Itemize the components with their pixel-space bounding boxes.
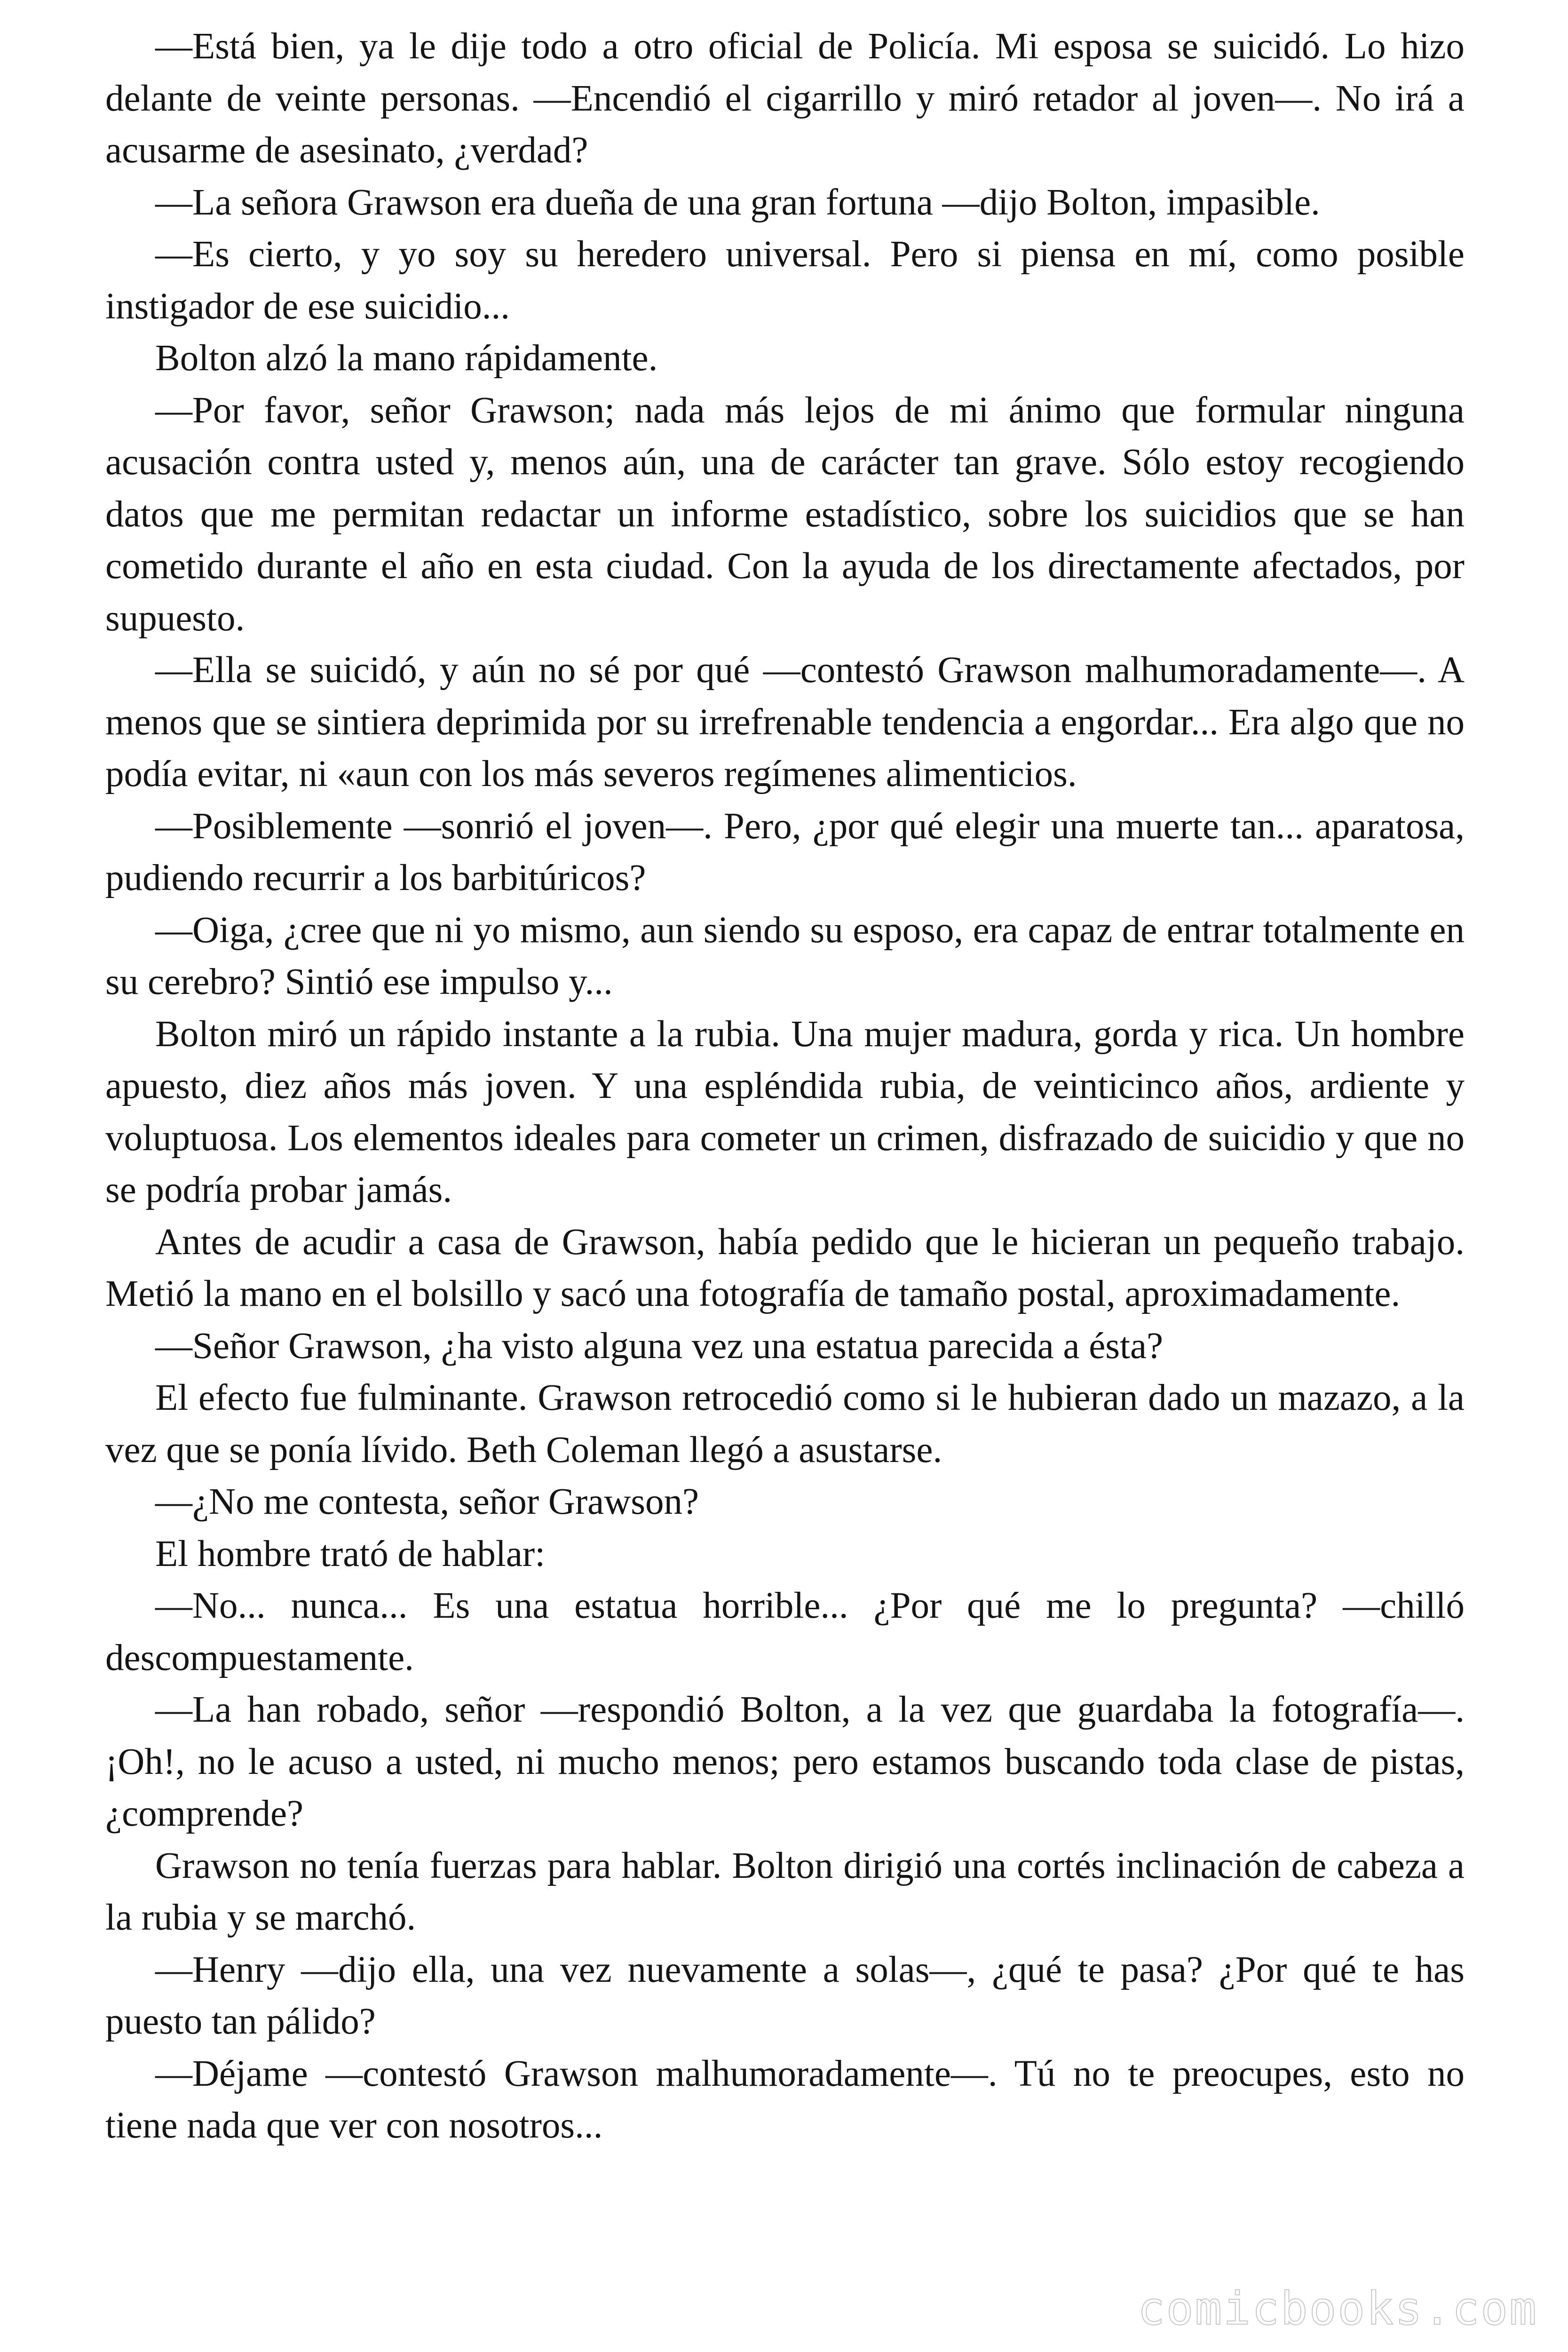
paragraph: El hombre trató de hablar:	[155, 1533, 546, 1574]
paragraph: —Es cierto, y yo soy su heredero universal. Pero si piensa en mí, como posible instigador de ese suicidio...	[105, 234, 1465, 327]
paragraph: —¿No me contesta, señor Grawson?	[155, 1481, 699, 1522]
paragraph: Grawson no tenía fuerzas para hablar. Bolton dirigió una cortés inclinación de cabeza a la rubia y se marchó.	[105, 1845, 1465, 1938]
paragraph: —La señora Grawson era dueña de una gran fortuna —dijo Bolton, impasible.	[155, 182, 1320, 223]
paragraph: —Oiga, ¿cree que ni yo mismo, aun siendo su esposo, era capaz de entrar totalmente en su cerebro? Sintió ese impulso y...	[105, 909, 1465, 1002]
paragraph: —Por favor, señor Grawson; nada más lejos de mi ánimo que formular ninguna acusación contra usted y, menos aún, una de carácter tan grave. Sólo estoy recogiendo datos que me permitan redactar un informe estadístico, sobre los suicidios que se han cometido durante el año en esta ciudad. Con la ayuda de los directamente afectados, por supuesto.	[105, 389, 1465, 639]
paragraph: —Ella se suicidó, y aún no sé por qué —contestó Grawson malhumoradamente—. A menos que se sintiera deprimida por su irrefrenable tendencia a engordar... Era algo que no podía evitar, ni «aun con los más severos regímenes alimenticios.	[105, 650, 1465, 795]
paragraph: Bolton miró un rápido instante a la rubia. Una mujer madura, gorda y rica. Un hombre apuesto, diez años más joven. Y una espléndida rubia, de veinticinco años, ardiente y voluptuosa. Los elementos ideales para cometer un crimen, disfrazado de suicidio y que no se podría probar jamás.	[105, 1013, 1465, 1210]
paragraph: —Está bien, ya le dije todo a otro oficial de Policía. Mi esposa se suicidó. Lo hizo delante de veinte personas. —Encendió el cigarrillo y miró retador al joven—. No irá a acusarme de asesinato, ¿verdad?	[105, 26, 1465, 171]
page-body	[105, 21, 1465, 2152]
paragraph: —Déjame —contestó Grawson malhumoradamente—. Tú no te preocupes, esto no tiene nada que ver con nosotros...	[105, 2053, 1465, 2146]
paragraph: Bolton alzó la mano rápidamente.	[155, 338, 658, 379]
paragraph: El efecto fue fulminante. Grawson retrocedió como si le hubieran dado un mazazo, a la vez que se ponía lívido. Beth Coleman llegó a asustarse.	[105, 1377, 1465, 1470]
paragraph: Antes de acudir a casa de Grawson, había pedido que le hicieran un pequeño trabajo. Metió la mano en el bolsillo y sacó una fotografía de tamaño postal, aproximadamente.	[105, 1221, 1465, 1314]
paragraph: —No... nunca... Es una estatua horrible... ¿Por qué me lo pregunta? —chilló descompuestamente.	[105, 1585, 1465, 1678]
paragraph: —Señor Grawson, ¿ha visto alguna vez una estatua parecida a ésta?	[155, 1325, 1164, 1367]
paragraph: —La han robado, señor —respondió Bolton, a la vez que guardaba la fotografía—. ¡Oh!, no le acuso a usted, ni mucho menos; pero estamos buscando toda clase de pistas, ¿comprende?	[105, 1689, 1465, 1834]
paragraph: —Henry —dijo ella, una vez nuevamente a solas—, ¿qué te pasa? ¿Por qué te has puesto tan pálido?	[105, 1949, 1465, 2042]
paragraph: —Posiblemente —sonrió el joven—. Pero, ¿por qué elegir una muerte tan... aparatosa, pudiendo recurrir a los barbitúricos?	[105, 805, 1465, 898]
watermark: comicbooks.com	[1137, 2282, 1538, 2335]
